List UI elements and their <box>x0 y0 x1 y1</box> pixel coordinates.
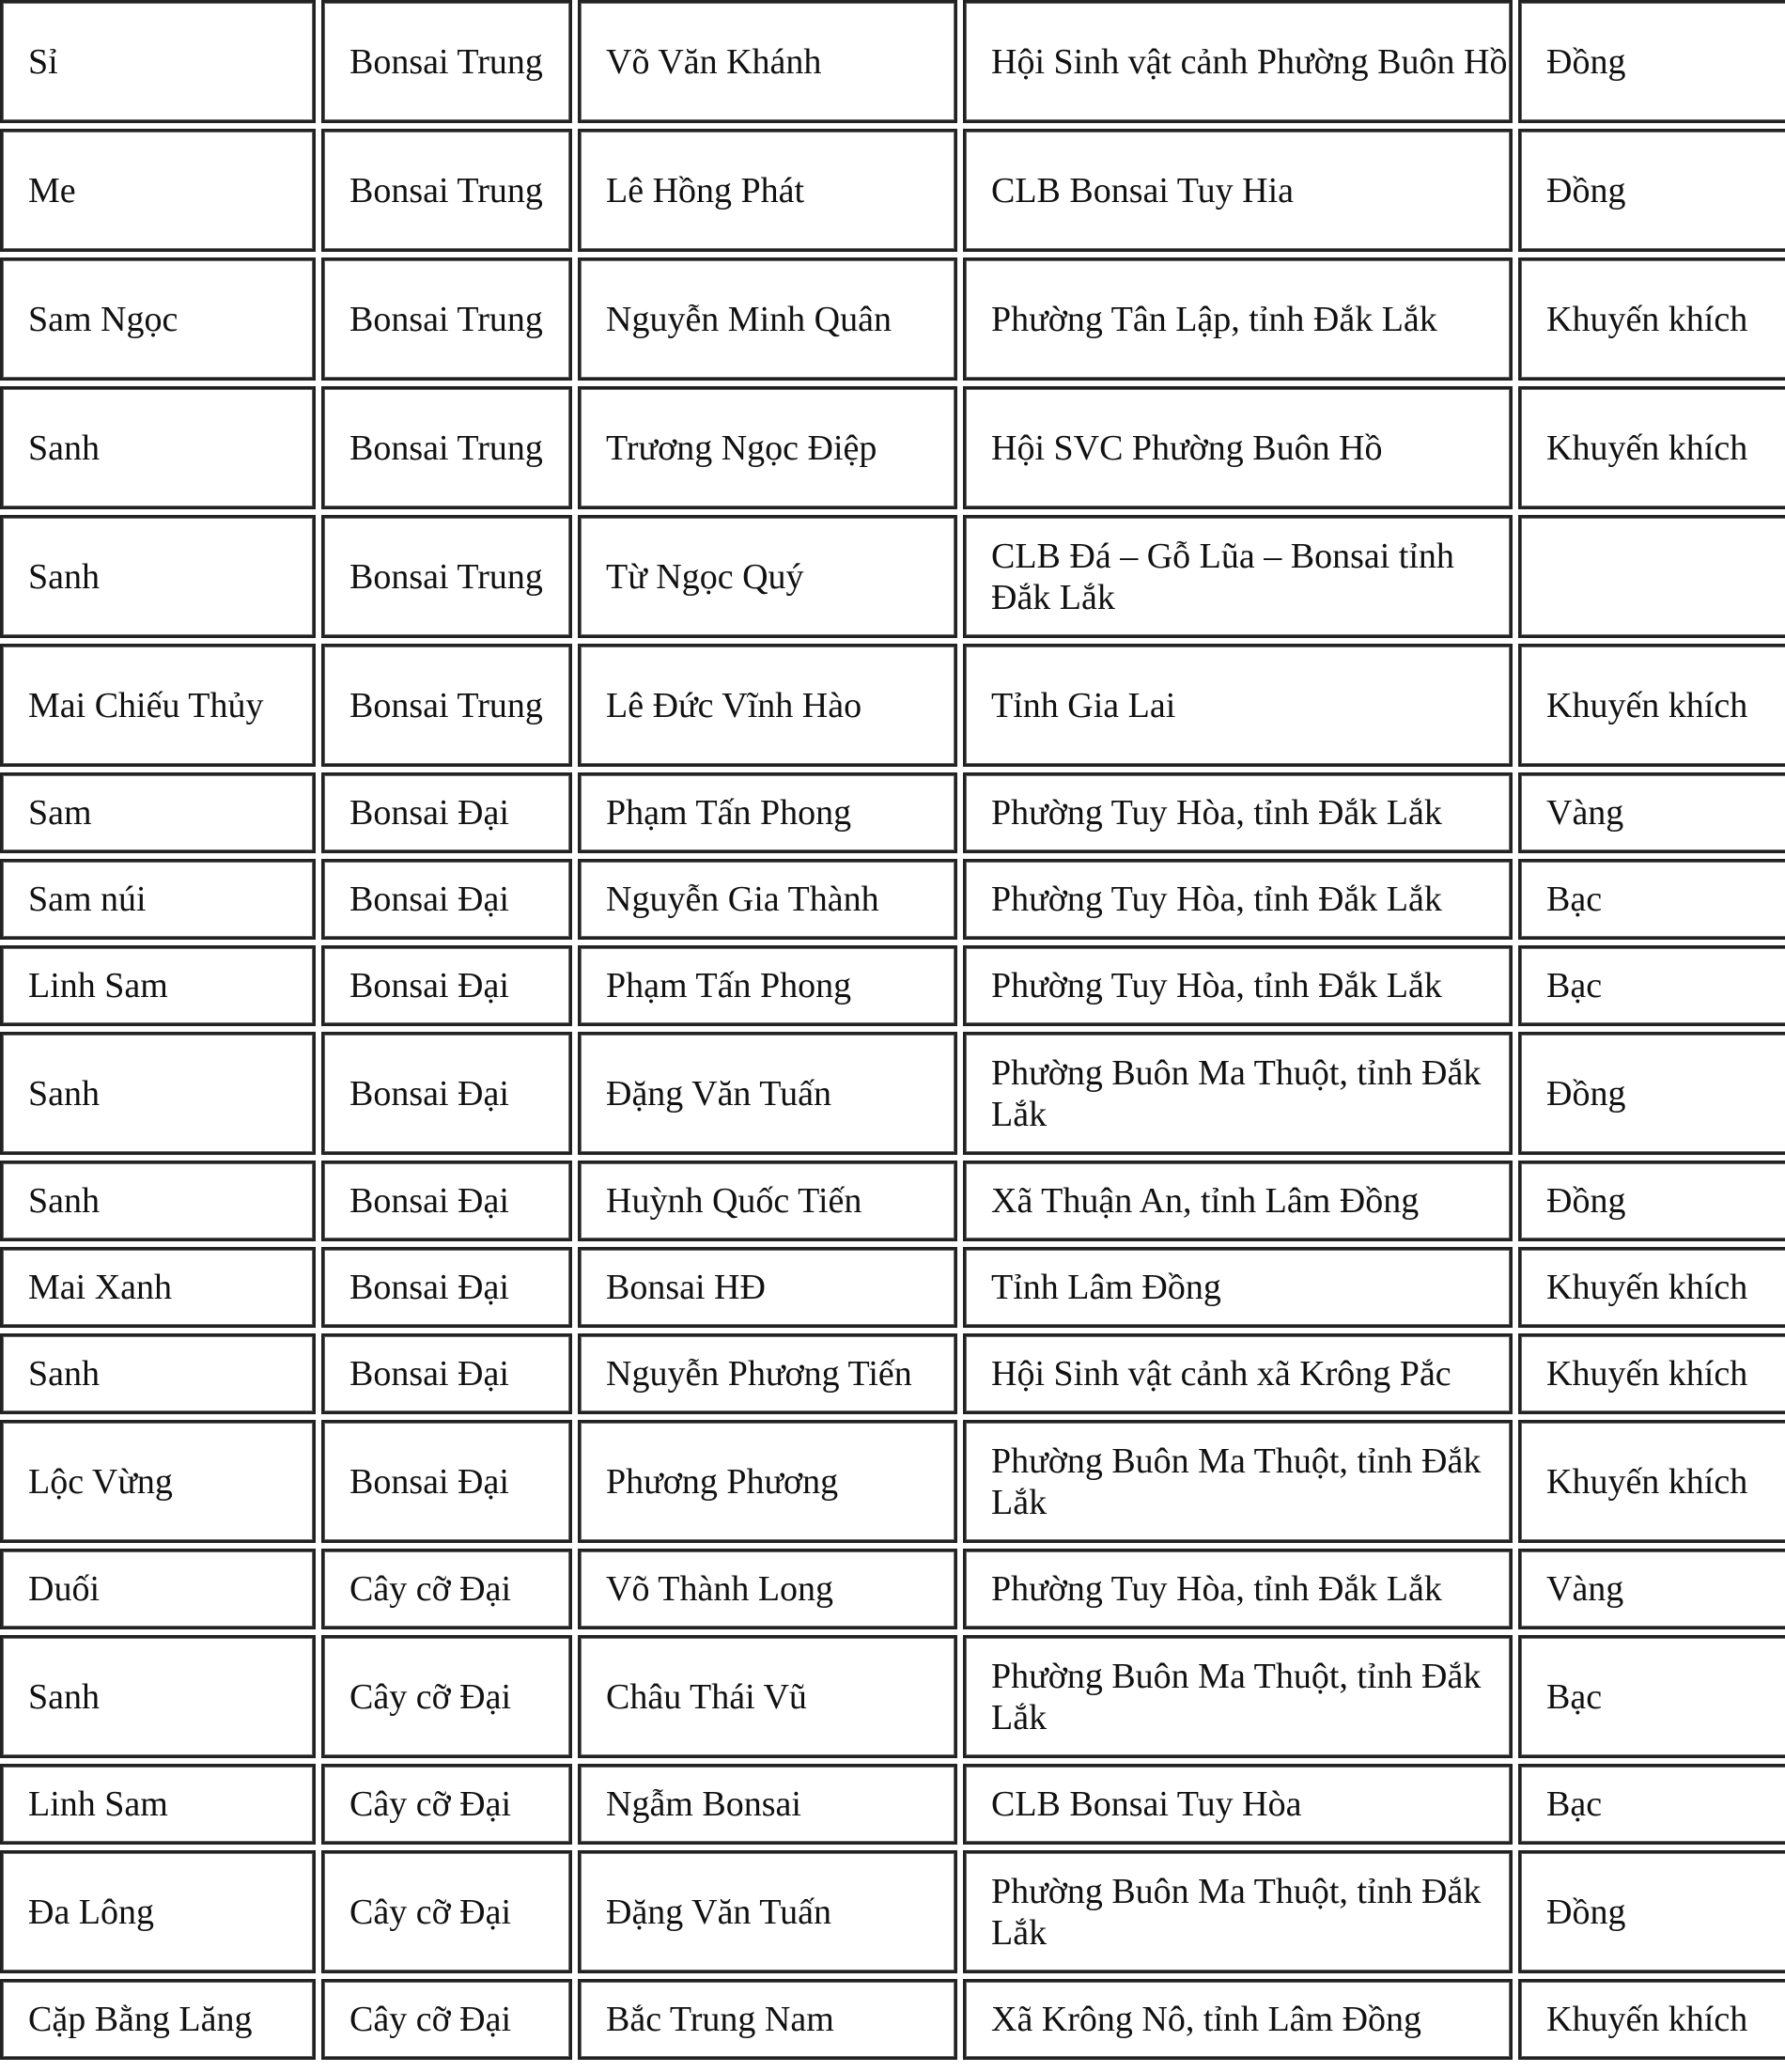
tree-species-cell: Lộc Vừng <box>0 1420 316 1543</box>
tree-species-cell: Sỉ <box>0 0 316 123</box>
award-cell: Khuyến khích <box>1518 1979 1785 2060</box>
table-row <box>0 1420 1785 1543</box>
category-cell: Bonsai Trung <box>321 644 572 767</box>
award-cell: Khuyến khích <box>1518 644 1785 767</box>
tree-species-cell: Linh Sam <box>0 945 316 1026</box>
unit-location-cell: Phường Buôn Ma Thuột, tỉnh Đắk Lắk <box>963 1420 1513 1543</box>
award-cell: Khuyến khích <box>1518 1247 1785 1328</box>
table-row <box>0 1979 1785 2060</box>
category-cell: Bonsai Đại <box>321 1333 572 1414</box>
table-row <box>0 1635 1785 1758</box>
owner-name-cell: Ngẫm Bonsai <box>578 1764 957 1845</box>
unit-location-cell: CLB Bonsai Tuy Hia <box>963 129 1513 252</box>
unit-location-cell: Xã Krông Nô, tỉnh Lâm Đồng <box>963 1979 1513 2060</box>
category-cell: Bonsai Đại <box>321 945 572 1026</box>
category-cell: Bonsai Trung <box>321 257 572 381</box>
owner-name-cell: Trương Ngọc Điệp <box>578 386 957 509</box>
category-cell: Bonsai Đại <box>321 1161 572 1241</box>
owner-name-cell: Phương Phương <box>578 1420 957 1543</box>
owner-name-cell: Bắc Trung Nam <box>578 1979 957 2060</box>
category-cell: Bonsai Trung <box>321 129 572 252</box>
category-cell: Cây cỡ Đại <box>321 1850 572 1973</box>
owner-name-cell: Nguyễn Minh Quân <box>578 257 957 381</box>
table-row <box>0 386 1785 509</box>
award-cell: Bạc <box>1518 1764 1785 1845</box>
category-cell: Bonsai Đại <box>321 772 572 853</box>
owner-name-cell: Phạm Tấn Phong <box>578 772 957 853</box>
award-cell: Đồng <box>1518 1032 1785 1155</box>
owner-name-cell: Phạm Tấn Phong <box>578 945 957 1026</box>
tree-species-cell: Sanh <box>0 1161 316 1241</box>
tree-species-cell: Duối <box>0 1549 316 1629</box>
tree-species-cell: Mai Xanh <box>0 1247 316 1328</box>
unit-location-cell: Phường Tân Lập, tỉnh Đắk Lắk <box>963 257 1513 381</box>
award-cell: Bạc <box>1518 945 1785 1026</box>
category-cell: Bonsai Đại <box>321 1247 572 1328</box>
unit-location-cell: Phường Buôn Ma Thuột, tỉnh Đắk Lắk <box>963 1850 1513 1973</box>
unit-location-cell: Phường Tuy Hòa, tỉnh Đắk Lắk <box>963 1549 1513 1629</box>
tree-species-cell: Sanh <box>0 386 316 509</box>
unit-location-cell: Phường Buôn Ma Thuột, tỉnh Đắk Lắk <box>963 1032 1513 1155</box>
unit-location-cell: CLB Bonsai Tuy Hòa <box>963 1764 1513 1845</box>
unit-location-cell: Hội Sinh vật cảnh Phường Buôn Hồ <box>963 0 1513 123</box>
award-cell: Khuyến khích <box>1518 1420 1785 1543</box>
tree-species-cell: Cặp Bằng Lăng <box>0 1979 316 2060</box>
tree-species-cell: Sam Ngọc <box>0 257 316 381</box>
award-cell <box>1518 515 1785 638</box>
owner-name-cell: Võ Thành Long <box>578 1549 957 1629</box>
award-cell: Vàng <box>1518 772 1785 853</box>
owner-name-cell: Võ Văn Khánh <box>578 0 957 123</box>
unit-location-cell: Tỉnh Lâm Đồng <box>963 1247 1513 1328</box>
award-cell: Đồng <box>1518 1850 1785 1973</box>
category-cell: Bonsai Trung <box>321 515 572 638</box>
tree-species-cell: Sam <box>0 772 316 853</box>
owner-name-cell: Lê Hồng Phát <box>578 129 957 252</box>
table-row <box>0 1161 1785 1241</box>
award-cell: Đồng <box>1518 0 1785 123</box>
table-row <box>0 945 1785 1026</box>
table-row <box>0 0 1785 123</box>
category-cell: Bonsai Trung <box>321 386 572 509</box>
owner-name-cell: Lê Đức Vĩnh Hào <box>578 644 957 767</box>
tree-species-cell: Đa Lông <box>0 1850 316 1973</box>
unit-location-cell: Phường Buôn Ma Thuột, tỉnh Đắk Lắk <box>963 1635 1513 1758</box>
owner-name-cell: Bonsai HĐ <box>578 1247 957 1328</box>
category-cell: Bonsai Đại <box>321 1420 572 1543</box>
category-cell: Cây cỡ Đại <box>321 1635 572 1758</box>
category-cell: Cây cỡ Đại <box>321 1764 572 1845</box>
table-row <box>0 772 1785 853</box>
award-cell: Khuyến khích <box>1518 257 1785 381</box>
tree-species-cell: Sanh <box>0 1333 316 1414</box>
table-row <box>0 1764 1785 1845</box>
unit-location-cell: Hội SVC Phường Buôn Hồ <box>963 386 1513 509</box>
award-cell: Khuyến khích <box>1518 386 1785 509</box>
table-row <box>0 1850 1785 1973</box>
table-row <box>0 129 1785 252</box>
table-row <box>0 1333 1785 1414</box>
category-cell: Cây cỡ Đại <box>321 1549 572 1629</box>
tree-species-cell: Sanh <box>0 1635 316 1758</box>
table-row <box>0 1247 1785 1328</box>
award-cell: Bạc <box>1518 1635 1785 1758</box>
tree-species-cell: Mai Chiếu Thủy <box>0 644 316 767</box>
unit-location-cell: Phường Tuy Hòa, tỉnh Đắk Lắk <box>963 859 1513 940</box>
tree-species-cell: Sanh <box>0 515 316 638</box>
owner-name-cell: Đặng Văn Tuấn <box>578 1850 957 1973</box>
table-row <box>0 859 1785 940</box>
owner-name-cell: Nguyễn Gia Thành <box>578 859 957 940</box>
table-row <box>0 1032 1785 1155</box>
tree-species-cell: Sam núi <box>0 859 316 940</box>
unit-location-cell: Phường Tuy Hòa, tỉnh Đắk Lắk <box>963 772 1513 853</box>
owner-name-cell: Đặng Văn Tuấn <box>578 1032 957 1155</box>
unit-location-cell: Xã Thuận An, tỉnh Lâm Đồng <box>963 1161 1513 1241</box>
unit-location-cell: Hội Sinh vật cảnh xã Krông Pắc <box>963 1333 1513 1414</box>
owner-name-cell: Nguyễn Phương Tiến <box>578 1333 957 1414</box>
category-cell: Cây cỡ Đại <box>321 1979 572 2060</box>
table-row <box>0 515 1785 638</box>
award-cell: Khuyến khích <box>1518 1333 1785 1414</box>
category-cell: Bonsai Đại <box>321 859 572 940</box>
tree-species-cell: Sanh <box>0 1032 316 1155</box>
category-cell: Bonsai Đại <box>321 1032 572 1155</box>
award-cell: Bạc <box>1518 859 1785 940</box>
tree-species-cell: Me <box>0 129 316 252</box>
unit-location-cell: Phường Tuy Hòa, tỉnh Đắk Lắk <box>963 945 1513 1026</box>
tree-species-cell: Linh Sam <box>0 1764 316 1845</box>
award-cell: Vàng <box>1518 1549 1785 1629</box>
table-row <box>0 257 1785 381</box>
award-cell: Đồng <box>1518 1161 1785 1241</box>
owner-name-cell: Từ Ngọc Quý <box>578 515 957 638</box>
owner-name-cell: Huỳnh Quốc Tiến <box>578 1161 957 1241</box>
unit-location-cell: Tỉnh Gia Lai <box>963 644 1513 767</box>
award-cell: Đồng <box>1518 129 1785 252</box>
table-row <box>0 644 1785 767</box>
owner-name-cell: Châu Thái Vũ <box>578 1635 957 1758</box>
unit-location-cell: CLB Đá – Gỗ Lũa – Bonsai tỉnh Đắk Lắk <box>963 515 1513 638</box>
category-cell: Bonsai Trung <box>321 0 572 123</box>
table-row <box>0 1549 1785 1629</box>
